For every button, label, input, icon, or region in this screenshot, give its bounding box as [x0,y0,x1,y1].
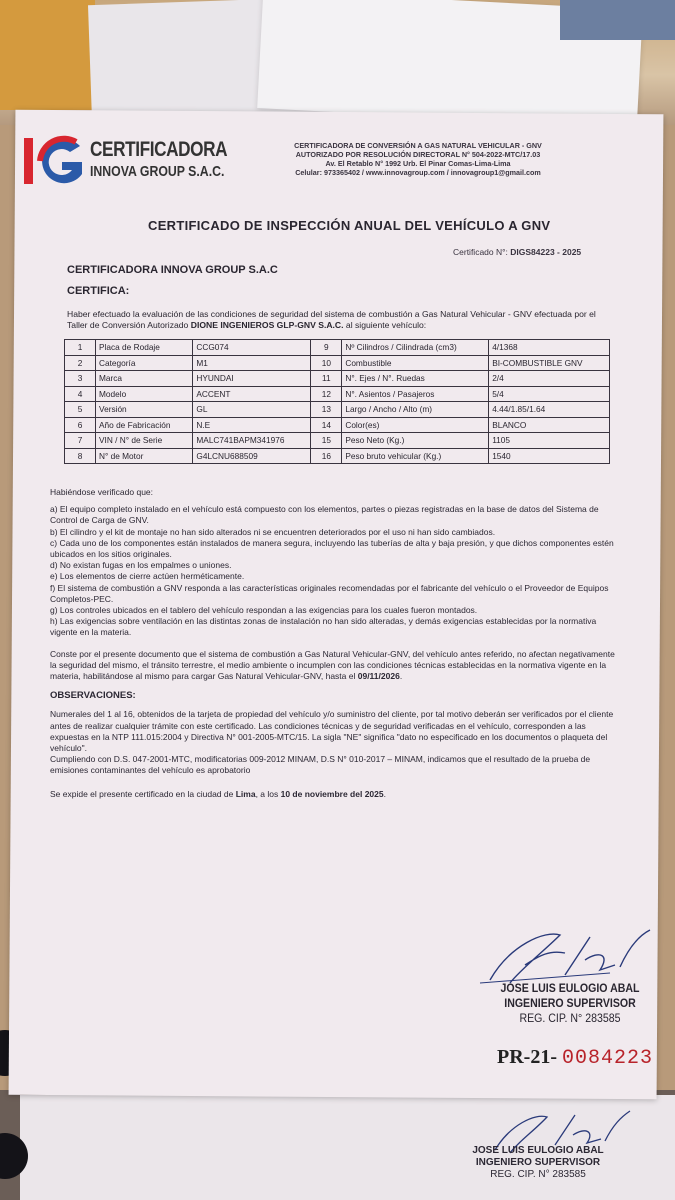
check-item: f) El sistema de combustión a GNV responda a las características originales recomendadas por el fabricante del vehículo o el Proveedor de Equipos Completos-PEC. [50,582,609,604]
table-row [65,448,610,464]
field-value: BLANCO [489,417,610,433]
field-label: Nº Cilindros / Cilindrada (cm3) [342,340,489,356]
row-number: 4 [65,386,96,402]
pr-number: 0084223 [561,1047,653,1070]
field-label: Color(es) [342,417,489,433]
table-row [65,340,610,356]
row-number: 9 [311,340,342,356]
row-number: 10 [311,355,342,371]
check-item: e) Los elementos de cierre actúen herméticamente. [50,571,245,582]
field-label: Modelo [96,386,193,402]
logo-subtext: INNOVA GROUP S.A.C. [90,163,225,180]
field-value: MALC741BAPM341976 [193,433,311,449]
signatory-reg: REG. CIP. N° 283585 [490,1169,586,1180]
field-label: Peso bruto vehicular (Kg.) [342,448,489,464]
table-row [65,417,610,433]
table-row [65,371,610,387]
header-info [262,141,574,177]
signatory-name: JOSE LUIS EULOGIO ABAL [500,983,640,995]
header-line: Celular: 973365402 / www.innovagroup.com / innovagroup1@gmail.com [295,168,541,177]
conste-text: Conste por el presente documento que el sistema de combustión a Gas Natural Vehicular-GNV, del vehículo antes referido, no afectan negativamente la seguridad del mismo, el tránsito terrestre, el medio ambiente o incumplen con las condiciones técnicas establecidas en la normativa vigente en la materia, habilitándose al mismo para cargar Gas Natural Vehicular-GNV, hasta el [50,648,615,682]
row-number: 12 [311,386,342,402]
row-number: 15 [311,433,342,449]
valid-until-date: 09/11/2026 [357,671,400,682]
issue-text: , a los [255,788,281,799]
field-value: 4.44/1.85/1.64 [489,402,610,418]
observaciones-text: Numerales del 1 al 16, obtenidos de la tarjeta de propiedad del vehículo y/o suministro del cliente, por tal motivo deberán ser verificados por el cliente antes de realizar cualquier trámite con este certificado. Las condiciones técnicas y de seguridad verificadas en el vehículo, corresponden a las expuestas en la NTP 111.015:2004 y Directiva N° 001-2005-MTC/15. La sigla "NE" significa "dato no especificado en los documentos o plaqueta del vehículo". [50,709,614,754]
intro-paragraph [67,309,607,331]
field-value: BI-COMBUSTIBLE GNV [489,355,610,371]
row-number: 7 [65,433,96,449]
issue-date: 10 de noviembre del 2025 [280,788,384,799]
signatory-block-2 [458,1145,618,1181]
header-line: AUTORIZADO POR RESOLUCIÓN DIRECTORAL N° 504-2022-MTC/17.03 [295,150,541,159]
field-label: Peso Neto (Kg.) [342,433,489,449]
observaciones-text: Cumpliendo con D.S. 047-2001-MTC, modificatorias 009-2012 MINAM, D.S N° 010-2017 – MINAM, indicamos que el resultado de la prueba de emisiones contaminantes del vehículo es aprobatorio [50,754,591,776]
check-item: g) Los controles ubicados en el tablero del vehículo respondan a las exigencias para los cuales fueron montados. [50,605,478,616]
observaciones-title: OBSERVACIONES: [50,690,136,702]
verified-intro: Habiéndose verificado que: [50,487,154,497]
field-label: Placa de Rodaje [96,340,193,356]
conste-paragraph: Conste por el presente documento que el sistema de combustión a Gas Natural Vehicular-GNV, del vehículo antes referido, no afectan negativamente la seguridad del mismo, el tránsito terrestre, el medio ambiente o incumplen con las condiciones técnicas establecidas en la normativa vigente en la materia, habilitándose al mismo para cargar Gas Natural Vehicular-GNV, hasta el 09/11/2026. [50,648,615,682]
header-line: Av. El Retablo N° 1992 Urb. El Pinar Comas-Lima-Lima [325,159,511,168]
row-number: 2 [65,355,96,371]
certificate-number-value: DIGS84223 - 2025 [510,247,582,257]
field-value: HYUNDAI [193,371,311,387]
manila-folder [0,0,95,110]
field-value: ACCENT [193,386,311,402]
row-number: 1 [65,340,96,356]
field-label: VIN / N° de Serie [96,433,193,449]
signatory-role: INGENIERO SUPERVISOR [475,1157,601,1168]
field-value: 2/4 [489,371,610,387]
field-value: 1540 [489,448,610,464]
pr-serial [497,1046,653,1070]
field-value: CCG074 [193,340,311,356]
document-title: CERTIFICADO DE INSPECCIÓN ANUAL DEL VEHÍCULO A GNV [148,218,551,233]
certificate-label: Certificado N°: [453,247,508,257]
handwritten-signature [450,925,660,985]
field-label: Combustible [342,355,489,371]
field-label: Largo / Ancho / Alto (m) [342,402,489,418]
intro-text-end: al siguiente vehículo: [343,320,427,330]
field-value: N.E [193,417,311,433]
table-row [65,402,610,418]
row-number: 8 [65,448,96,464]
field-label: N° de Motor [96,448,193,464]
issue-text: . [383,788,386,799]
field-label: Año de Fabricación [96,417,193,433]
check-item: d) No existan fugas en los empalmes o uniones. [50,560,232,571]
field-value: 5/4 [489,386,610,402]
check-item: b) El cilindro y el kit de montaje no han sido alterados ni se encuentren deteriorados por el uso ni han sido cambiados. [50,526,496,537]
logo-text: CERTIFICADORA [90,138,228,161]
field-value: M1 [193,355,311,371]
background-object [560,0,675,40]
certifica-heading: CERTIFICA: [67,285,130,297]
row-number: 13 [311,402,342,418]
field-value: 4/1368 [489,340,610,356]
field-value: GL [193,402,311,418]
field-value: G4LCNU688509 [193,448,311,464]
check-item: h) Las exigencias sobre ventilación en las distintas zonas de instalación no han sido alteradas, y demás exigencias establecidas por la normativa vigente en la materia. [50,616,597,638]
field-value: 1105 [489,433,610,449]
pr-prefix: PR-21- [497,1046,557,1068]
verification-section [50,487,618,800]
table-row [65,433,610,449]
check-item: a) El equipo completo instalado en el vehículo está compuesto con los elementos, partes o piezas registradas en la base de datos del Sistema de Control de Carga de GNV. [50,504,599,526]
signatory-role: INGENIERO SUPERVISOR [504,998,636,1010]
signatory-block [478,982,662,1027]
row-number: 5 [65,402,96,418]
issue-statement [50,789,618,800]
field-label: Categoría [96,355,193,371]
check-item: c) Cada uno de los componentes están instalados de manera segura, incluyendo las tuberías de alta y baja presión, y que dichos componentes estén ubicados en los sitios originales. [50,537,614,560]
row-number: 16 [311,448,342,464]
field-label: N°. Ejes / N°. Ruedas [342,371,489,387]
issue-text: Se expide el presente certificado en la ciudad de [50,788,236,799]
signatory-name: JOSE LUIS EULOGIO ABAL [472,1145,604,1156]
workshop-name: DIONE INGENIEROS GLP-GNV S.A.C. [190,320,344,330]
intro-text: Haber efectuado la evaluación de las condiciones de seguridad del sistema de combustión a Gas Natural Vehicular - GNV efectuada por el Taller de Conversión Autorizado [67,309,596,330]
vehicle-data-table [64,339,610,464]
header-line: CERTIFICADORA DE CONVERSIÓN A GAS NATURAL VEHICULAR - GNV [294,141,542,150]
certificate-number [453,247,581,257]
issue-city: Lima [235,788,256,799]
field-label: Marca [96,371,193,387]
row-number: 11 [311,371,342,387]
signatory-reg: REG. CIP. N° 283585 [519,1013,621,1025]
table-row [65,386,610,402]
row-number: 14 [311,417,342,433]
table-row [65,355,610,371]
field-label: N°. Asientos / Pasajeros [342,386,489,402]
row-number: 6 [65,417,96,433]
row-number: 3 [65,371,96,387]
field-label: Versión [96,402,193,418]
company-name: CERTIFICADORA INNOVA GROUP S.A.C [67,264,278,276]
